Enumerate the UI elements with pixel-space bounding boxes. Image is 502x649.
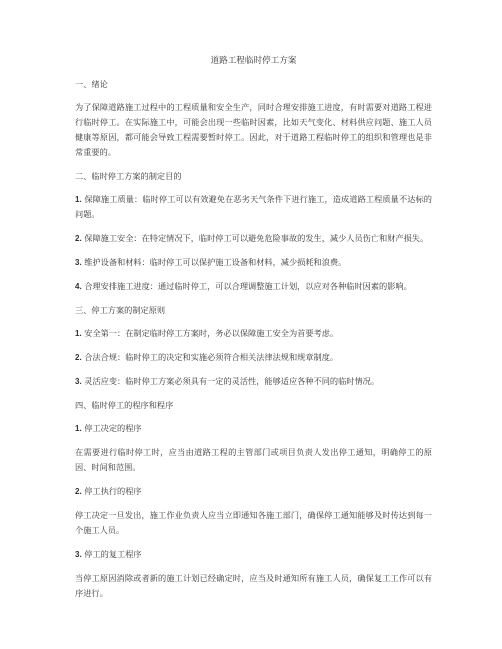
procedure-paragraph-3: 当停工原因消除或者新的施工计划已经确定时，应当及时通知所有施工人员，确保复工工作可以有序进行。 bbox=[75, 573, 432, 598]
item-text: 维护设备和材料：临时停工可以保护施工设备和材料，减少损耗和浪费。 bbox=[84, 257, 347, 267]
intro-paragraph: 为了保障道路施工过程中的工程质量和安全生产，同时合理安排施工进度，有时需要对道路工程进行临时停工。在实际施工中，可能会出现一些临时因素，比如天气变化、材料供应问题、施工人员健康等原因，都可能会导致工程需要暂时停工。因此，对于道路工程临时停工的组织和管理也是非常重要的。 bbox=[75, 102, 432, 157]
item-number: 2. bbox=[75, 234, 82, 243]
item-number: 1. bbox=[75, 424, 82, 433]
item-number: 1. bbox=[75, 195, 82, 204]
item-number: 2. bbox=[75, 487, 82, 496]
item-number: 1. bbox=[75, 329, 82, 338]
item-number: 4. bbox=[75, 282, 82, 291]
item-text: 安全第一：在制定临时停工方案时，务必以保障施工安全为首要考虑。 bbox=[84, 328, 339, 338]
item-text: 停工的复工程序 bbox=[84, 549, 142, 559]
procedure-paragraph-2: 停工决定一旦发出，施工作业负责人应当立即通知各施工部门，确保停工通知能够及时传达到每一个施工人员。 bbox=[75, 510, 432, 535]
item-text: 停工决定的程序 bbox=[84, 423, 142, 433]
section-heading-1: 一、绪论 bbox=[75, 79, 108, 89]
item-number: 3. bbox=[75, 550, 82, 559]
item-number: 3. bbox=[75, 377, 82, 386]
purpose-item-4 bbox=[75, 279, 432, 294]
principle-item-1 bbox=[75, 326, 432, 341]
item-text: 保障施工质量：临时停工可以有效避免在恶劣天气条件下进行施工，造成道路工程质量不达标的问题。 bbox=[75, 194, 432, 219]
principle-item-2 bbox=[75, 350, 432, 365]
purpose-item-1 bbox=[75, 192, 432, 222]
item-number: 2. bbox=[75, 353, 82, 362]
item-text: 合理安排施工进度：通过临时停工，可以合理调整施工计划，以应对各种临时因素的影响。 bbox=[84, 281, 412, 291]
purpose-item-2 bbox=[75, 231, 432, 246]
purpose-item-3 bbox=[75, 255, 432, 270]
section-heading-2: 二、临时停工方案的制定目的 bbox=[75, 171, 182, 181]
procedure-subheading-2 bbox=[75, 484, 432, 499]
item-text: 保障施工安全：在特定情况下，临时停工可以避免危险事故的发生，减少人员伤亡和财产损失。 bbox=[84, 233, 429, 243]
section-heading-3: 三、停工方案的制定原则 bbox=[75, 305, 166, 315]
procedure-paragraph-1: 在需要进行临时停工时，应当由道路工程的主管部门或项目负责人发出停工通知，明确停工的原因、时间和范围。 bbox=[75, 447, 432, 472]
document-title: 道路工程临时停工方案 bbox=[210, 56, 297, 66]
item-number: 3. bbox=[75, 258, 82, 267]
item-text: 合法合规：临时停工的决定和实施必须符合相关法律法规和规章制度。 bbox=[84, 352, 339, 362]
principle-item-3 bbox=[75, 374, 432, 389]
section-heading-4: 四、临时停工的程序和程序 bbox=[75, 400, 174, 410]
item-text: 灵活应变：临时停工方案必须具有一定的灵活性，能够适应各种不同的临时情况。 bbox=[84, 376, 380, 386]
procedure-subheading-1 bbox=[75, 421, 432, 436]
item-text: 停工执行的程序 bbox=[84, 486, 142, 496]
procedure-subheading-3 bbox=[75, 547, 432, 562]
